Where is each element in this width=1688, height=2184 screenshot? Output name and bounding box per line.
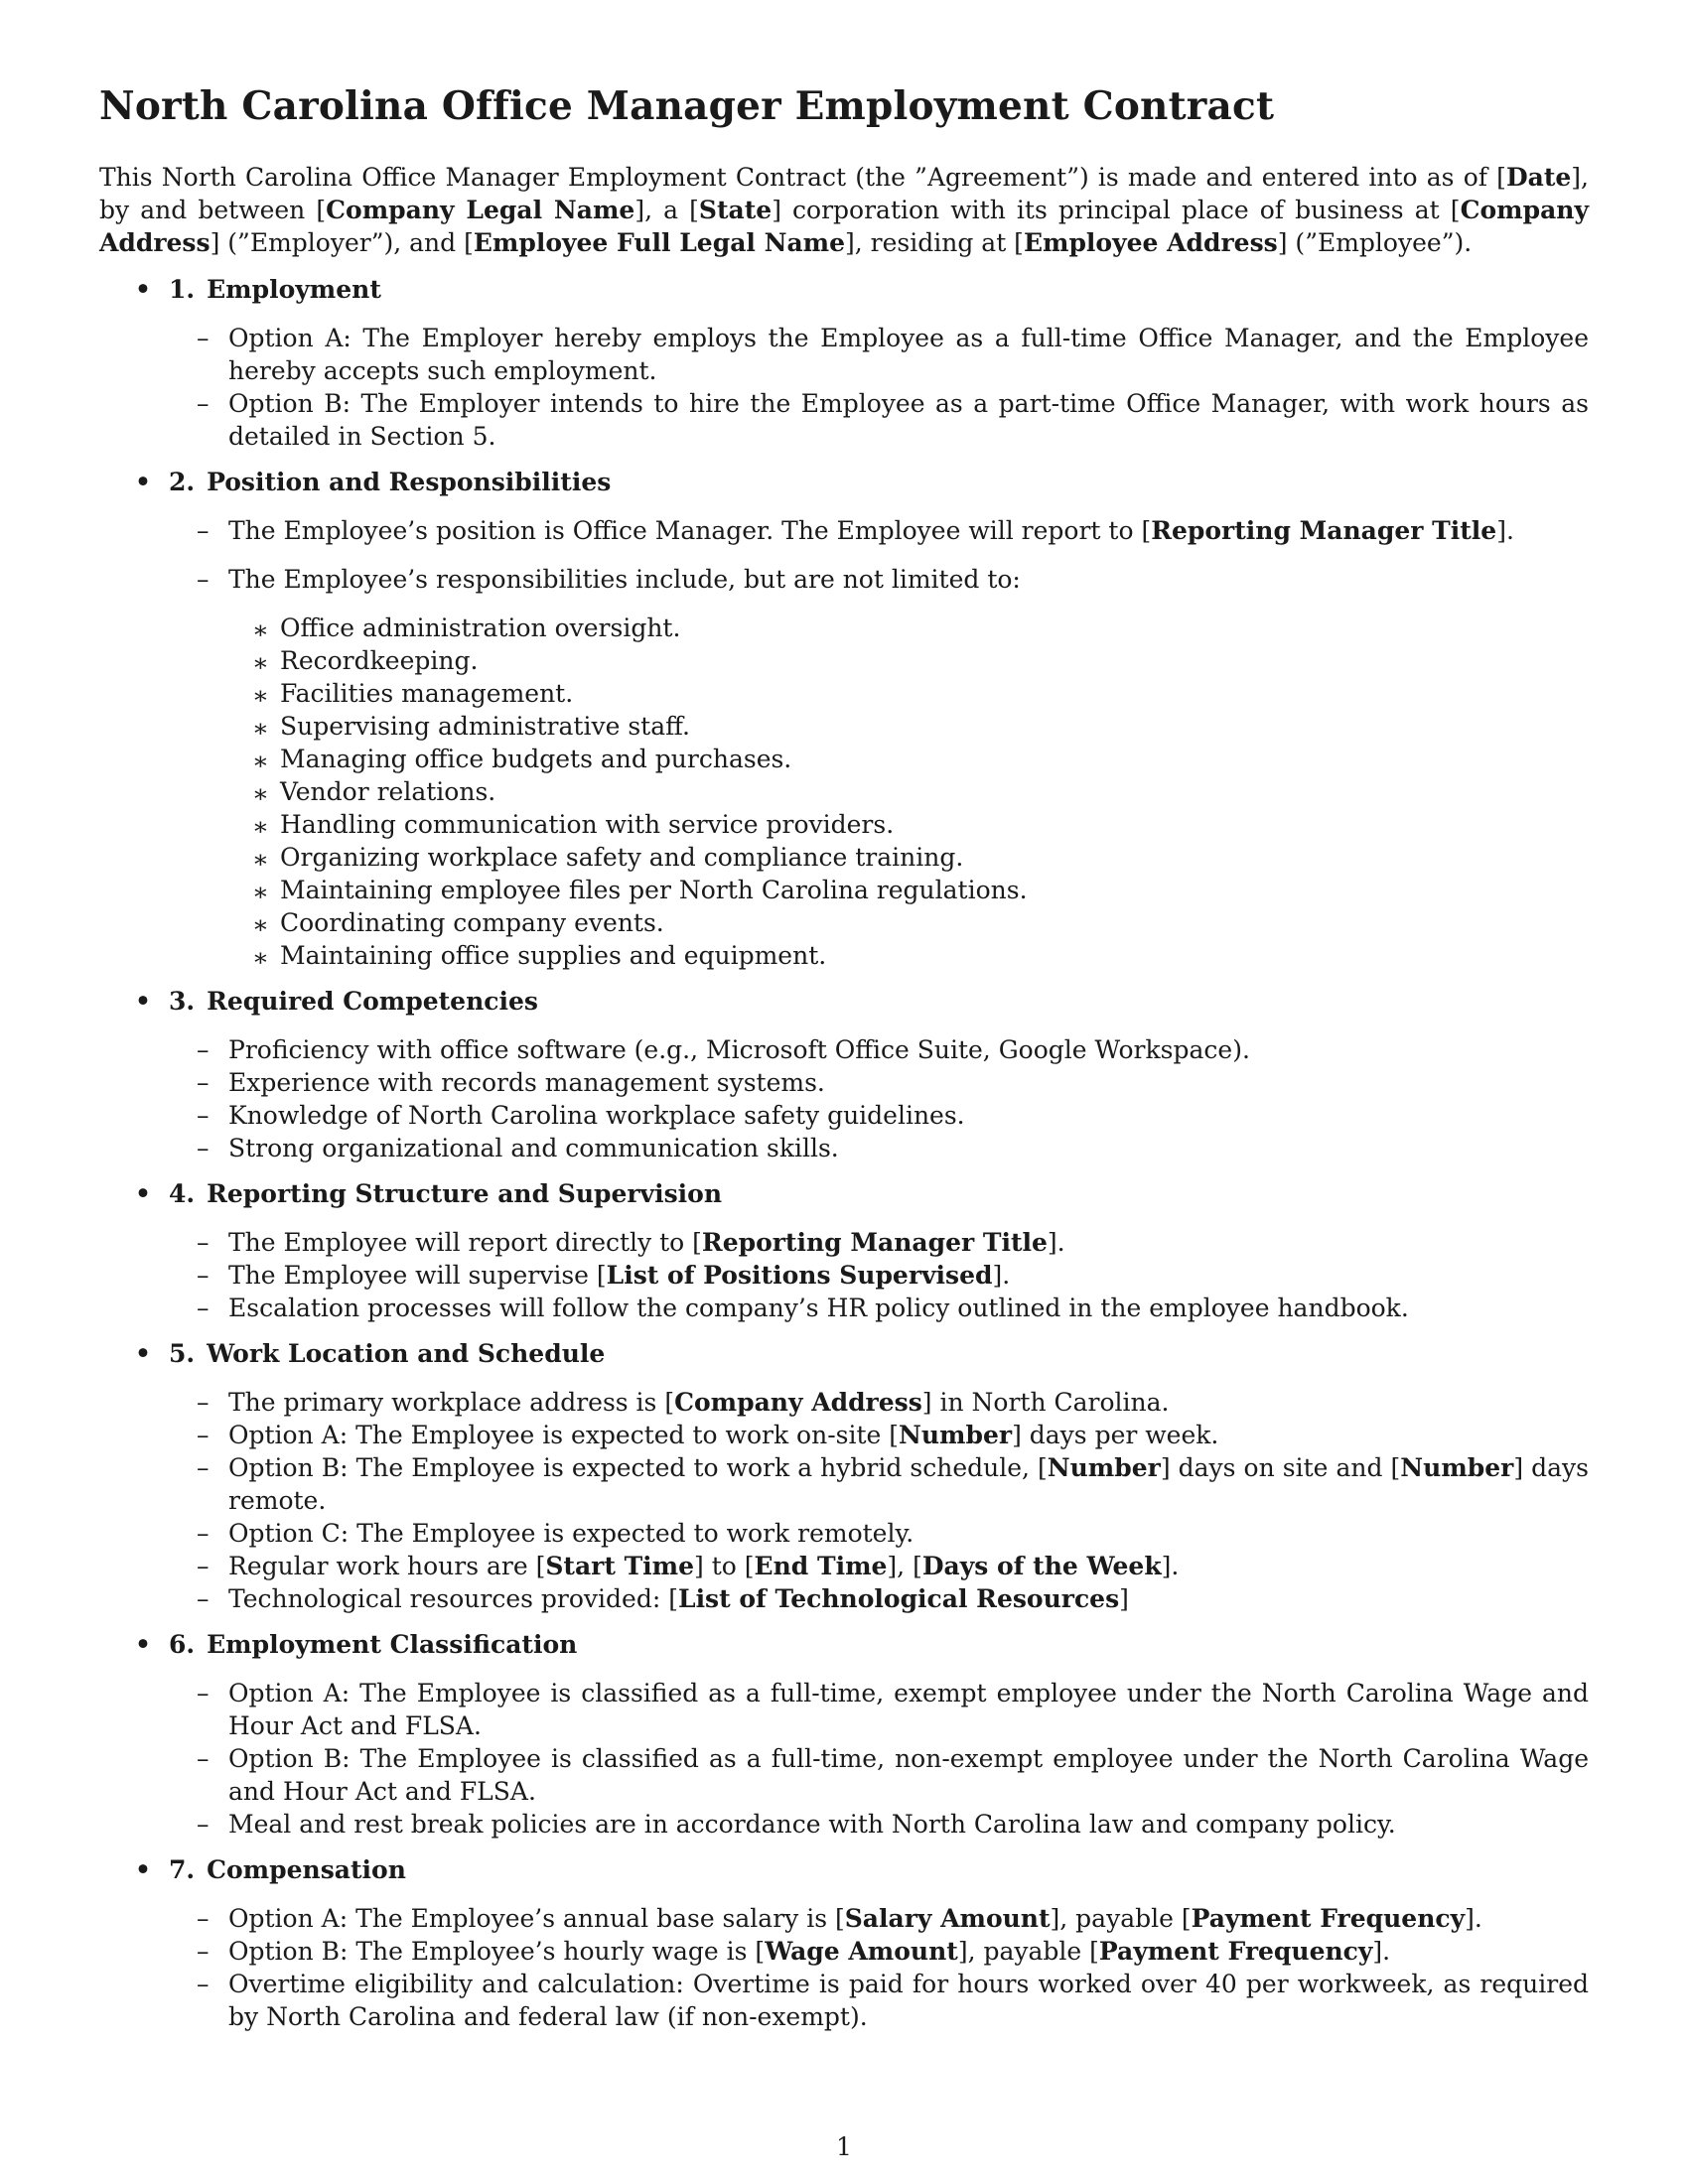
clause-item: – Meal and rest break policies are in accordance with North Carolina law and company policy. — [197, 1810, 1396, 1839]
clause-item: – Escalation processes will follow the company’s HR policy outlined in the employee handbook. — [197, 1294, 1409, 1322]
clause-list — [169, 1386, 1589, 1615]
bullet-icon: • — [135, 1630, 151, 1659]
placeholder-payment-frequency: Payment Frequency — [1191, 1904, 1466, 1933]
dash-icon: – — [197, 1228, 210, 1257]
dash-icon: – — [197, 1584, 210, 1613]
clause-item: – Knowledge of North Carolina workplace safety guidelines. — [197, 1101, 965, 1130]
dash-icon: – — [197, 1937, 210, 1966]
placeholder-company-address: Company Address — [674, 1388, 922, 1417]
responsibility-item: ∗ Vendor relations. — [252, 777, 496, 808]
section-work-location — [99, 1337, 1589, 1615]
asterisk-icon: ∗ — [252, 878, 269, 906]
section-heading: • 5. Work Location and Schedule — [135, 1339, 606, 1368]
dash-icon: – — [197, 1134, 210, 1162]
clause-item: – The Employee will report directly to [Reporting Manager Title]. — [197, 1228, 1065, 1257]
placeholder-start-time: Start Time — [545, 1552, 695, 1580]
asterisk-icon: ∗ — [252, 648, 269, 677]
document-page — [99, 81, 1589, 2037]
responsibility-item: ∗ Supervising administrative staff. — [252, 712, 690, 743]
clause-item: – Option B: The Employee is expected to work a hybrid schedule, [Number] days on site and [Number] days remote. — [197, 1453, 1590, 1515]
document-title: North Carolina Office Manager Employment Contract — [99, 83, 1275, 129]
dash-icon: – — [197, 1519, 210, 1548]
clause-list — [169, 514, 1589, 972]
responsibility-item: ∗ Coordinating company events. — [252, 908, 664, 939]
placeholder-number: Number — [899, 1421, 1013, 1449]
section-employment-classification — [99, 1628, 1589, 1841]
dash-icon: – — [197, 1388, 210, 1417]
clause-item: – Option B: The Employee is classified as a full-time, non-exempt employee under the North Carolina Wage and Hour Act and FLSA. — [197, 1744, 1589, 1806]
placeholder-company-address: Company Address — [99, 196, 1589, 257]
dash-icon: – — [197, 516, 210, 545]
clause-item: – Experience with records management systems. — [197, 1068, 825, 1097]
section-reporting-structure — [99, 1177, 1589, 1324]
responsibility-item: ∗ Organizing workplace safety and compliance training. — [252, 843, 964, 874]
dash-icon: – — [197, 1744, 210, 1773]
placeholder-positions-supervised: List of Positions Supervised — [606, 1261, 993, 1290]
bullet-icon: • — [135, 1855, 151, 1884]
placeholder-payment-frequency: Payment Frequency — [1098, 1937, 1373, 1966]
responsibility-item: ∗ Recordkeeping. — [252, 646, 479, 677]
dash-icon: – — [197, 1101, 210, 1130]
dash-icon: – — [197, 324, 210, 352]
bullet-icon: • — [135, 1179, 151, 1208]
clause-item: – Option A: The Employer hereby employs the Employee as a full-time Office Manager, and the Employee hereby accepts such employment. — [197, 324, 1589, 385]
asterisk-icon: ∗ — [252, 845, 269, 874]
clause-item: – Proficiency with office software (e.g., Microsoft Office Suite, Google Workspace). — [197, 1035, 1250, 1064]
responsibility-item: ∗ Maintaining employee files per North Carolina regulations. — [252, 876, 1028, 906]
placeholder-tech-resources: List of Technological Resources — [677, 1584, 1120, 1613]
responsibilities-list — [228, 612, 1589, 972]
dash-icon: – — [197, 1679, 210, 1707]
asterisk-icon: ∗ — [252, 714, 269, 743]
placeholder-employee-address: Employee Address — [1023, 228, 1278, 257]
placeholder-company-legal-name: Company Legal Name — [326, 196, 635, 224]
clause-list — [169, 322, 1589, 453]
placeholder-days-of-week: Days of the Week — [921, 1552, 1162, 1580]
section-heading: • 6. Employment Classification — [135, 1630, 578, 1659]
intro-paragraph: This North Carolina Office Manager Employment Contract (the ”Agreement”) is made and entered into as of [Date], by and between [Company Legal Name], a [State] corporation with its principal place of business at [Company Address] (”Employer”), and [Employee Full Legal Name], residing at [Employee Address] (”Employee”). — [99, 163, 1589, 257]
asterisk-icon: ∗ — [252, 943, 269, 972]
clause-item: – Option A: The Employee is expected to work on-site [Number] days per week. — [197, 1421, 1219, 1449]
placeholder-employee-full-legal-name: Employee Full Legal Name — [473, 228, 846, 257]
clause-item: – Option C: The Employee is expected to work remotely. — [197, 1519, 914, 1548]
responsibility-item: ∗ Facilities management. — [252, 679, 574, 710]
clause-item: – Option A: The Employee’s annual base salary is [Salary Amount], payable [Payment Frequency]. — [197, 1904, 1482, 1933]
asterisk-icon: ∗ — [252, 910, 269, 939]
responsibility-item: ∗ Handling communication with service providers. — [252, 810, 895, 841]
section-compensation — [99, 1853, 1589, 2033]
placeholder-end-time: End Time — [754, 1552, 888, 1580]
section-employment — [99, 273, 1589, 453]
dash-icon: – — [197, 1261, 210, 1290]
clause-item: – Option B: The Employer intends to hire the Employee as a part-time Office Manager, with work hours as detailed in Section 5. — [197, 389, 1589, 451]
section-heading: • 2. Position and Responsibilities — [135, 468, 612, 496]
placeholder-date: Date — [1505, 163, 1572, 192]
dash-icon: – — [197, 389, 210, 418]
dash-icon: – — [197, 1035, 210, 1064]
clause-item: – The Employee’s position is Office Manager. The Employee will report to [Reporting Manager Title]. — [197, 516, 1514, 545]
section-heading: • 1. Employment — [135, 275, 381, 304]
clause-item: – Strong organizational and communication skills. — [197, 1134, 839, 1162]
responsibility-item: ∗ Maintaining office supplies and equipment. — [252, 941, 827, 972]
placeholder-state: State — [698, 196, 773, 224]
bullet-icon: • — [135, 468, 151, 496]
clause-item: – Regular work hours are [Start Time] to [End Time], [Days of the Week]. — [197, 1552, 1180, 1580]
clause-item: – The primary workplace address is [Company Address] in North Carolina. — [197, 1388, 1170, 1417]
dash-icon: – — [197, 1453, 210, 1482]
dash-icon: – — [197, 1970, 210, 1998]
section-heading: • 7. Compensation — [135, 1855, 406, 1884]
bullet-icon: • — [135, 987, 151, 1016]
asterisk-icon: ∗ — [252, 615, 269, 644]
dash-icon: – — [197, 1552, 210, 1580]
placeholder-wage-amount: Wage Amount — [765, 1937, 958, 1966]
placeholder-salary-amount: Salary Amount — [844, 1904, 1051, 1933]
placeholder-number: Number — [1400, 1453, 1514, 1482]
section-required-competencies — [99, 985, 1589, 1164]
responsibility-item: ∗ Office administration oversight. — [252, 614, 681, 644]
dash-icon: – — [197, 565, 210, 594]
asterisk-icon: ∗ — [252, 681, 269, 710]
bullet-icon: • — [135, 1339, 151, 1368]
asterisk-icon: ∗ — [252, 812, 269, 841]
dash-icon: – — [197, 1810, 210, 1839]
asterisk-icon: ∗ — [252, 779, 269, 808]
bullet-icon: • — [135, 275, 151, 304]
responsibility-item: ∗ Managing office budgets and purchases. — [252, 745, 792, 775]
dash-icon: – — [197, 1294, 210, 1322]
clause-item: – The Employee’s responsibilities include, but are not limited to: ∗ Office administration oversight. ∗ Recordkeeping. ∗ Facilities management. ∗ Supervising administrative staff. ∗ Managing office budgets and purchases. ∗ Vendor relations. ∗ Handling communication with service providers. ∗ Organizing workplace safety and compliance training. ∗ Maintaining employee files per North Carolina regulations. ∗ Coordinating company events. ∗ Maintaining office supplies and equipment. — [228, 563, 1589, 972]
clause-item: – Overtime eligibility and calculation: Overtime is paid for hours worked over 40 per workweek, as required by North Carolina and federal law (if non-exempt). — [197, 1970, 1589, 2031]
placeholder-number: Number — [1047, 1453, 1161, 1482]
clause-item: – Option B: The Employee’s hourly wage is [Wage Amount], payable [Payment Frequency]. — [197, 1937, 1391, 1966]
clause-item: – Option A: The Employee is classified as a full-time, exempt employee under the North Carolina Wage and Hour Act and FLSA. — [197, 1679, 1589, 1740]
section-heading: • 4. Reporting Structure and Supervision — [135, 1179, 722, 1208]
clause-list — [169, 1226, 1589, 1324]
page-number: 1 — [836, 2132, 852, 2161]
clause-list — [169, 1677, 1589, 1841]
dash-icon: – — [197, 1068, 210, 1097]
section-heading: • 3. Required Competencies — [135, 987, 538, 1016]
asterisk-icon: ∗ — [252, 747, 269, 775]
clause-list — [169, 1902, 1589, 2033]
placeholder-reporting-manager-title: Reporting Manager Title — [701, 1228, 1048, 1257]
section-position-responsibilities — [99, 466, 1589, 972]
dash-icon: – — [197, 1421, 210, 1449]
dash-icon: – — [197, 1904, 210, 1933]
placeholder-reporting-manager-title: Reporting Manager Title — [1151, 516, 1497, 545]
clause-item: – The Employee will supervise [List of Positions Supervised]. — [197, 1261, 1011, 1290]
clause-list — [169, 1033, 1589, 1164]
clause-item: – Technological resources provided: [List of Technological Resources] — [197, 1584, 1129, 1613]
